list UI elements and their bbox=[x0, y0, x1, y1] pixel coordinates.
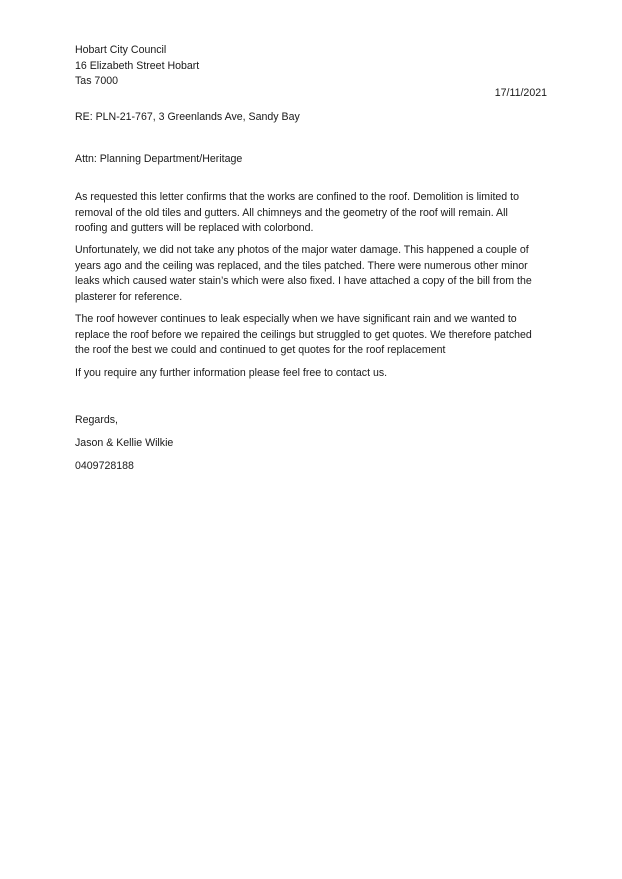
attention-line: Attn: Planning Department/Heritage bbox=[75, 153, 243, 165]
body-paragraph-1: As requested this letter confirms that the works are confined to the roof. Demolition is limited to removal of the old tiles and gutters. All chimneys and the geometry of the roof will remain. All roofing and gutters will be replaced with colorbond. bbox=[75, 191, 519, 235]
body-paragraph-3: The roof however continues to leak especially when we have significant rain and we wanted to replace the roof before we repaired the ceilings but struggled to get quotes. We therefore patched the roof the best we could and continued to get quotes for the roof replacement bbox=[75, 313, 532, 357]
signer-name: Jason & Kellie Wilkie bbox=[75, 437, 174, 449]
reference-line: RE: PLN-21-767, 3 Greenlands Ave, Sandy Bay bbox=[75, 111, 300, 123]
recipient-state-postcode: Tas 7000 bbox=[75, 75, 118, 88]
recipient-name: Hobart City Council bbox=[75, 44, 167, 56]
letter-date: 17/11/2021 bbox=[494, 87, 547, 99]
recipient-address bbox=[75, 43, 199, 90]
closing-salutation: Regards, bbox=[75, 414, 118, 426]
body-paragraph-4: If you require any further information please feel free to contact us. bbox=[75, 367, 388, 379]
body-paragraph-2: Unfortunately, we did not take any photos of the major water damage. This happened a couple of years ago and the ceiling was replaced, and the tiles patched. There were numerous other minor leaks which caused water stain’s which were also fixed. I have attached a copy of the bill from the plasterer for reference. bbox=[75, 244, 532, 303]
recipient-street: 16 Elizabeth Street Hobart bbox=[75, 59, 200, 72]
contact-phone: 0409728188 bbox=[75, 460, 134, 472]
